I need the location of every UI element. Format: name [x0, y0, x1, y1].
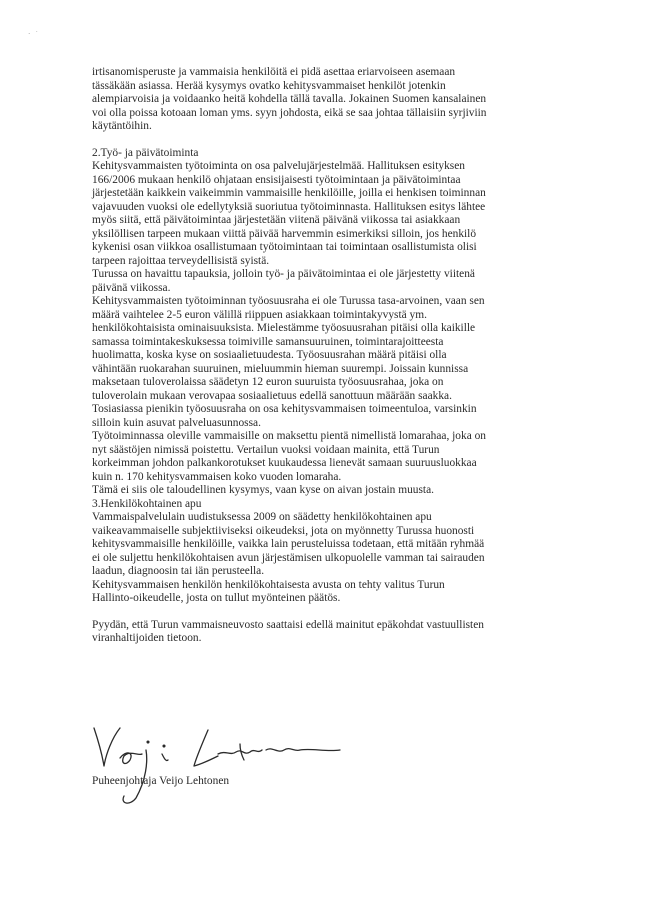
text-line: järjestetään kaikkein vaikeimmin vammaisille henkilöille, joilla ei henkisen toiminnan	[92, 187, 486, 199]
text-line: korkeimman johdon palkankorotukset kuukaudessa lienevät samaan suuruusluokkaa	[92, 457, 477, 469]
letter-body	[92, 66, 562, 646]
section-heading	[92, 498, 562, 512]
paragraph	[92, 403, 562, 430]
scan-speck: · ˙	[28, 30, 38, 38]
text-line: tarpeen rajoittaa terveydellisistä syistä.	[92, 254, 270, 267]
text-line: Työtoiminnassa oleville vammaisille on maksettu pientä nimellistä lomarahaa, joka on	[92, 430, 486, 442]
text-line: Tosiasiassa pienikin työosuusraha on osa kehitysvammaisen toimeentuloa, varsinkin	[92, 403, 477, 415]
text-line: 166/2006 mukaan henkilö ohjataan ensisijaisesti työtoimintaan ja päivätoimintaa	[92, 173, 461, 186]
text-line: Kehitysvammaisen henkilön henkilökohtaisesta avusta on tehty valitus Turun	[92, 578, 445, 591]
text-line: 3.Henkilökohtainen apu	[92, 497, 202, 510]
text-line: vaikeavammaiselle subjektiiviseksi oikeudeksi, jota on myönnetty Turussa huonosti	[92, 524, 475, 537]
signatory-name: Puheenjohtaja Veijo Lehtonen	[92, 775, 230, 787]
paragraph	[92, 579, 562, 606]
text-line: Vammaispalvelulain uudistuksessa 2009 on säädetty henkilökohtainen apu	[92, 511, 432, 523]
text-line: nyt säästöjen nimissä poistettu. Vertailun vuoksi voidaan mainita, että Turun	[92, 443, 440, 456]
text-line: Tämä ei siis ole taloudellinen kysymys, vaan kyse on aivan jostain muusta.	[92, 484, 434, 496]
paragraph	[92, 430, 562, 484]
text-line: kykenisi osan viikkoa osallistumaan työtoimintaan tai toimintaan osallistumista olisi	[92, 241, 477, 253]
section-heading	[92, 147, 562, 161]
text-line: Kehitysvammaisten työtoiminta on osa palvelujärjestelmää. Hallituksen esityksen	[92, 160, 465, 172]
paragraph	[92, 619, 562, 646]
text-line: päivänä viikossa.	[92, 281, 171, 294]
text-line: Pyydän, että Turun vammaisneuvosto saattaisi edellä mainitut epäkohdat vastuullisten	[92, 618, 484, 631]
text-line: yksilöllisen tarpeen mukaan viittä päivää harvemmin esimerkiksi silloin, jos henkilö	[92, 227, 477, 240]
text-line: 2.Työ- ja päivätoiminta	[92, 146, 199, 159]
text-line: silloin kuin asuvat palveluasunnossa.	[92, 416, 261, 429]
paragraph	[92, 268, 562, 295]
text-line: vajavuuden vuoksi ole edellytyksiä suoriutua työtoiminnasta. Hallituksen esitys lähtee	[92, 200, 486, 213]
text-line: alempiarvoisia ja voidaanko heitä kohdella tällä tavalla. Jokainen Suomen kansalainen	[92, 93, 487, 105]
text-line: henkilökohtaisista ominaisuuksista. Mielestämme työosuusrahan pitäisi olla kaikille	[92, 322, 476, 334]
handwritten-signature	[90, 720, 350, 810]
text-line: kuin n. 170 kehitysvammaisen koko vuoden lomaraha.	[92, 470, 342, 483]
text-line: samassa toimintakeskuksessa toimiville samansuuruinen, toimintarajoitteesta	[92, 335, 444, 348]
text-line: käytäntöihin.	[92, 120, 152, 132]
paragraph-gap	[92, 606, 562, 619]
paragraph	[92, 484, 562, 498]
text-line: vähintään ruokarahan suuruinen, mieluummin hieman suurempi. Joissain kunnissa	[92, 362, 469, 375]
text-line: kehitysvammaisille henkilöille, vaikka lain perusteluissa todetaan, että mitään ryhmää	[92, 538, 485, 550]
text-line: tässäkään asiassa. Herää kysymys ovatko kehitysvammaiset henkilöt jotenkin	[92, 79, 446, 92]
text-line: voi olla poissa kotoaan loman yms. syyn johdosta, eikä se saa johtaa tällaisiin syrjiviin	[92, 106, 487, 119]
text-line: laadun, diagnoosin tai iän perusteella.	[92, 565, 265, 577]
paragraph	[92, 66, 562, 134]
text-line: Hallinto-oikeudelle, josta on tullut myönteinen päätös.	[92, 592, 341, 604]
text-line: irtisanomisperuste ja vammaisia henkilöitä ei pidä asettaa eriarvoiseen asemaan	[92, 66, 456, 78]
text-line: viranhaltijoiden tietoon.	[92, 632, 202, 644]
paragraph	[92, 160, 562, 268]
text-line: Kehitysvammaisten työtoiminnan työosuusraha ei ole Turussa tasa-arvoinen, vaan sen	[92, 295, 485, 307]
text-line: ei ole suljettu henkilökohtaisen avun järjestämisen ulkopuolelle vamman tai sairauden	[92, 551, 485, 564]
text-line: määrä vaihtelee 2-5 euron välillä riippuen asiakkaan toimintakyvystä ym.	[92, 308, 427, 321]
text-line: myös siitä, että päivätoimintaa järjestetään viitenä päivänä viikossa tai asiakkaan	[92, 214, 461, 226]
text-line: huolimatta, koska kyse on sosiaalietuudesta. Työosuusrahan määrä pitäisi olla	[92, 349, 447, 361]
text-line: maksetaan tuloverolaissa säädetyn 12 euron suuruista työosuusrahaa, joka on	[92, 376, 444, 388]
paragraph	[92, 511, 562, 579]
paragraph	[92, 295, 562, 403]
text-line: Turussa on havaittu tapauksia, jolloin työ- ja päivätoimintaa ei ole järjestetty viitenä	[92, 268, 475, 280]
paragraph-gap	[92, 134, 562, 147]
text-line: tuloverolain mukaan verovapaa sosiaalietuus edellä sanottuun määrään saakka.	[92, 389, 452, 402]
